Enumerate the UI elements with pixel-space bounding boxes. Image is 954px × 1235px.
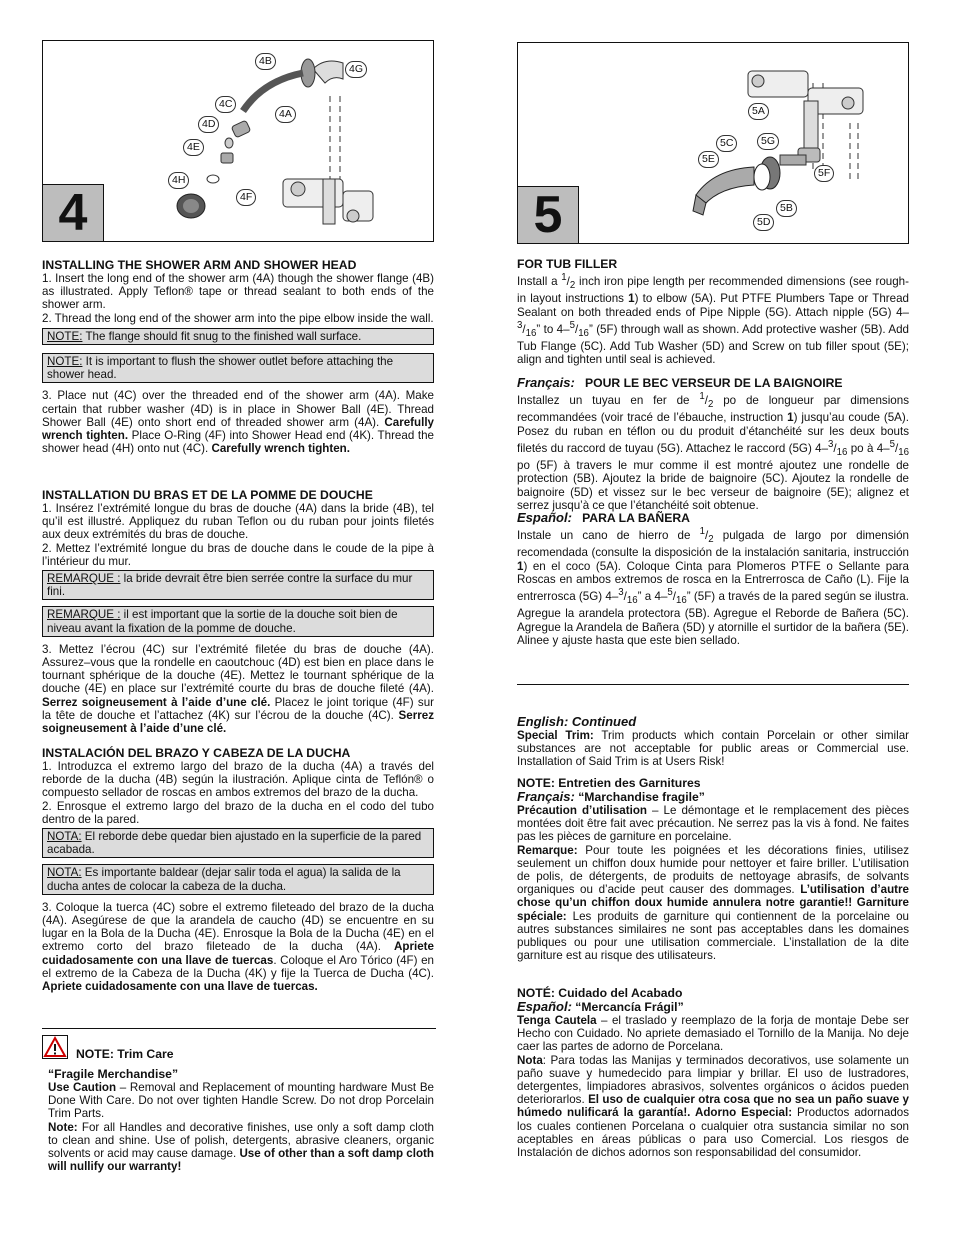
text-run: Install a (517, 274, 562, 288)
figure-5 (517, 42, 909, 244)
fraction-numerator: 3 (828, 438, 834, 450)
fraction-numerator: 1 (561, 272, 567, 283)
fraction-denominator: 16 (836, 446, 848, 458)
note-box (42, 570, 434, 600)
label-5e: 5E (698, 151, 719, 168)
text-run: po de longueur par dimensions recommandées (voir tracé de l’ébauche, instruction (517, 393, 910, 425)
bold-run: Special Trim: (517, 729, 594, 742)
section-heading: FOR TUB FILLER (517, 257, 618, 271)
note-text: The flange should fit snug to the finished wall surface. (82, 329, 362, 343)
text-run: : Para todas las Manijas y terminados decorativos, use solamente un paño suave y humedecido para limpiar y brillar. El uso de lustradores, detergentes, limpiadores abrasivos, solventes orgánicos o ácidos pueden deteriorarlos. (517, 1053, 909, 1107)
label-5b: 5B (776, 200, 797, 217)
fraction-denominator: 16 (525, 327, 537, 339)
language-label: Español: (517, 999, 572, 1014)
bold-run: Use of other than a soft damp cloth will nullify our warranty! (48, 1147, 435, 1174)
note-label: REMARQUE : (47, 572, 121, 586)
section-subheading (517, 1000, 909, 1014)
label-4h: 4H (168, 172, 189, 189)
note-box (42, 328, 434, 345)
heading-text: POUR LE BEC VERSEUR DE LA BAIGNOIRE (584, 376, 843, 390)
fraction-numerator: 3 (618, 586, 624, 598)
bold-run: Serrez soigneusement à l’aide d’une clé. (42, 708, 434, 736)
text-run: – el traslado y reemplazo de la forja de montaje Debe ser Hecho con Cuidado. No apriete demasiado el Tornillo de la Manija. No deje caer las partes de adorno de Porcelana. (517, 1014, 909, 1054)
section-heading: NOTE: Entretien des Garnitures (517, 776, 701, 790)
text-run: 3. Mettez l’écrou (4C) sur l’extrémité filetée du bras de douche (4A). Assurez–vous que la rondelle en caoutchouc (4D) est bien en place dans le tournant sphérique de la douche (4E). Mettez le tournant sphérique de la douche (4E) en place sur l’extrémité courte du bras de douche fileté (4A). (42, 642, 434, 696)
bold-run: Carefully wrench tighten. (211, 442, 350, 456)
warning-icon (42, 1035, 68, 1059)
bold-run: Carefully wrench tighten. (42, 415, 434, 443)
label-4b: 4B (255, 53, 276, 70)
bold-run: Apriete cuidadosamente con una llave de tuercas (42, 940, 434, 967)
section-heading (517, 511, 909, 525)
bold-run: Use Caution (48, 1081, 117, 1094)
bold-run: Note: (48, 1120, 78, 1134)
bold-run: L’utilisation d’autre chose qu’un chiffon doux humide annulera notre garantie!! Garniture spéciale: (517, 883, 909, 923)
label-5a: 5A (748, 103, 769, 120)
language-label: Français: (517, 789, 575, 804)
note-text: il est important que la sortie de la douche soit bien de niveau avant la fixation de la pomme de douche. (47, 608, 398, 635)
tub-filler-text: Instale un cano de hierro de $^1/_2$ pulgada de largo por dimensión recomendada (consulte la disposición de la instalación sanitaria, instrucción 1) en el coco (5A). Coloque Cinta para Plomeros PTFE o Sellante para Roscas en ambos extremos de rosca en la Entrerrosca de Caño (L). Fije la entrerrosca (5G) $4-^3/_{16}$” a $4-^5/_{16}$” (5F) a través de la pared según se ilustra. Agregue la arandela protectora (5B). Agregue el Reborde de Bañera (5C). Agregue la Arandela de Bañera (5D) y atornille el surtidor de la bañera (5E). Alinee y ajuste hasta que este bien sellado. (517, 526, 909, 647)
label-4g: 4G (345, 61, 367, 78)
bold-run: 1 (787, 411, 794, 425)
step-1-text: 1. Insérez l’extrémité longue du bras de douche (4A) dans la bride (4B), tel qu’il est illustré. Appliquez du ruban Teflon ou du ruban pour joints filetés aux deux extrémités du bras de douche. (42, 502, 434, 542)
text-run: Place O-Ring (4F) into Shower Head end (4K). Thread the shower head (4H) onto nut (4C). (42, 429, 434, 456)
text-run: Les produits de garniture qui contiennent de la porcelaine ou autres substances similaires ne sont pas acceptables dans les domaines publiques ou pour une utilisation commerciale. L’installation de la dite garniture est au risque des utilisateurs. (517, 909, 909, 963)
fraction-numerator: 1 (699, 391, 705, 402)
fraction-denominator: 2 (569, 280, 576, 292)
note-label: NOTA: (47, 830, 82, 844)
text-run: ) to elbow (5A). Put PTFE Plumbers Tape or Thread Sealant on both threaded ends of Pipe Nipple (5G). Attach nipple (5G) 4– (517, 292, 909, 319)
step-1-text: 1. Introduzca el extremo largo del brazo de la ducha (4A) a través del reborde de la ducha (4B) según la ilustración. Aplique cinta de Teflón® o compuesto sellador de roscas en ambos extremos del brazo de la ducha. (42, 760, 434, 800)
bold-run: 1 (628, 292, 635, 306)
text-run: ” (5F) through wall as shown. Add protective washer (5B). Add Tub Flange (5C). Add Tub Washer (5D) and Screw on tub filler spout (5E); align and tighten until seal is achieved. (517, 322, 909, 367)
english-tub-section (517, 257, 909, 367)
english-shower-section (42, 258, 434, 455)
spanish-tub-section (517, 511, 909, 647)
text-run: Placez le joint torique (4F) sur la tête de douche et l’attachez (4K) sur l’écrou de la douche (4C). (42, 695, 435, 722)
note-text: It is important to flush the shower outlet before attaching the shower head. (47, 355, 394, 382)
step-2-text: 2. Thread the long end of the shower arm into the pipe elbow inside the wall. (42, 311, 434, 325)
tub-filler-text: Install a $^1/_2$ inch iron pipe length per recommended dimensions (see rough-in layout instructions 1) to elbow (5A). Put PTFE Plumbers Tape or Thread Sealant on both threaded ends of Pipe Nipple (5G). Attach nipple (5G) $4-^3/_{16}$” to $4-^5/_{16}$” (5F) through wall as shown. Add protective washer (5B). Add Tub Flange (5C). Add Tub Washer (5D) and Screw on tub filler spout (5E); align and tighten until seal is achieved. (517, 272, 909, 367)
text-run: Instale un cano de hierro de (517, 528, 700, 542)
text-run: 3. Place nut (4C) over the threaded end of the shower arm (4A). Make certain that rubber washer (4D) is in place in Shower Ball (4E). Thread Shower Ball (4E) onto short end of threaded shower arm (4A). (42, 389, 434, 429)
fraction-denominator: 2 (708, 534, 714, 546)
fraction-numerator: 5 (667, 586, 673, 598)
special-trim-text (517, 729, 909, 769)
step-3-text (42, 901, 434, 993)
text-run: 3. Coloque la tuerca (4C) sobre el extremo fileteado del brazo de la ducha (4A). Asegúrese de que la arandela de caucho (4D) se encuentre en su lugar en la Bola de la Ducha (4E). Enrosque la Bola de la Ducha (4E) en el extremo corto del brazo fileteado de la ducha (4A). (42, 900, 434, 954)
english-continued-section (517, 715, 909, 769)
fraction-denominator: 16 (676, 595, 687, 607)
care-text (517, 1014, 909, 1159)
bold-run: Apriete cuidadosamente con una llave de tuercas. (42, 980, 318, 994)
figure-4 (42, 40, 434, 242)
note-label: REMARQUE : (47, 608, 121, 622)
text-run: For all Handles and decorative finishes, use only a soft damp cloth to clean and shine. Use of polish, detergents, abrasive cleaners, organic solvents or acid may cause damage. (48, 1120, 434, 1161)
fraction-numerator: 3 (517, 319, 523, 331)
text-run: Productos adornados los cuales contienen Porcelana o cualquier otra sustancia similar no son aceptables en áreas públicas o para uso Comercial. Los riesgos de Instalación de dichos adornos son responsabilidad del consumidor. (517, 1106, 910, 1160)
bold-run: Remarque: (517, 843, 578, 857)
tub-filler-text: Installez un tuyau en fer de $^1/_2$ po de longueur par dimensions recommandées (voir tracé de l’ébauche, instruction 1) jusqu’au coude (5A). Posez du ruban en téflon ou du produit d’étanchéité sur les deux bouts filetés du raccord de tuyau (5G). Attachez le raccord (5G) $4-^3/_{16}$ po à $4-^5/_{16}$ po (5F) à travers le mur comme il est montré ajoutez une rondelle de protection (5B). Ajoutez la bride de baignoire (5C). Ajoutez la rondelle de baignoire (5D) et vissez sur le bec verseur de baignoire (5E); alignez et serrez jusqu’à ce que l’étanchéité soit obtenue. (517, 391, 910, 512)
heading-text: PARA LA BAÑERA (582, 511, 690, 525)
french-shower-section (42, 488, 434, 735)
label-5d: 5D (753, 214, 774, 231)
section-heading: INSTALLATION DU BRAS ET DE LA POMME DE DOUCHE (42, 488, 373, 502)
fraction-denominator: 16 (578, 327, 589, 339)
fraction-denominator: 16 (898, 446, 909, 458)
fraction-numerator: 5 (569, 319, 575, 331)
bold-run: Précaution d’utilisation (517, 804, 648, 817)
text-run: po (5F) à travers le mur comme il est montré ajoutez une rondelle de protection (5B). Ajoutez la bride de baignoire (5C). Ajoutez la rondelle de baignoire (5D) et vissez sur le bec verseur de baignoire (5E); alignez et serrez jusqu’à ce que l’étanchéité soit obtenue. (517, 459, 909, 512)
trim-care-heading: NOTE: Trim Care (76, 1047, 174, 1061)
section-subheading (517, 790, 909, 804)
note-label: NOTE: (47, 355, 83, 369)
text-run: pulgada de largo por dimensión recomendada (consulte la disposición de la instalación sanitaria, instrucción (517, 528, 909, 560)
section-heading (517, 376, 909, 390)
note-box (42, 606, 434, 636)
section-divider (42, 1028, 436, 1029)
text-run: inch iron pipe length per recommended dimensions (see rough-in layout instructions (517, 274, 909, 306)
text-run: po à 4– (847, 441, 890, 455)
note-box (42, 828, 434, 858)
care-text (517, 804, 909, 962)
heading-text: “Mercancía Frágil” (571, 1000, 684, 1014)
section-heading: English: Continued (517, 714, 637, 729)
spanish-shower-section (42, 746, 434, 993)
fraction-numerator: 5 (889, 438, 896, 450)
trim-care-subheading: “Fragile Merchandise” (48, 1067, 179, 1081)
language-label: Français: (517, 375, 575, 390)
step-3-text (42, 643, 434, 735)
note-box (42, 864, 434, 894)
fraction-denominator: 2 (707, 399, 714, 411)
bold-run: Nota (517, 1053, 543, 1067)
text-run: – Removal and Replacement of mounting hardware Must Be Done With Care. Do not over tighten Handle Screw. Do not drop Porcelain Trim Parts. (48, 1081, 434, 1121)
fraction-numerator: 1 (699, 526, 705, 537)
text-run: Pour toute les poignées et les décorations finies, utilisez seulement un chiffon doux humide pour nettoyer et faire briller. L’utilisation de polis, de détergents, de produits de nettoyage abrasifs, de solvants organiques ou d’acide peut causer des dommages. (517, 843, 909, 897)
label-5c: 5C (716, 135, 737, 152)
text-run: ) en el coco (5A). Coloque Cinta para Plomeros PTFE o Sellante para Roscas en ambos extremos de rosca en la Entrerrosca de Caño (L). Fije la entrerrosca (5G) 4– (517, 559, 909, 603)
label-4f: 4F (236, 189, 256, 206)
note-text: Es importante baldear (dejar salir toda el agua) la salida de la ducha antes de colocar la cabeza de la ducha. (47, 866, 401, 893)
note-label: NOTA: (47, 866, 82, 880)
section-heading: INSTALACIÓN DEL BRAZO Y CABEZA DE LA DUCHA (42, 746, 351, 760)
note-label: NOTE: (47, 329, 83, 343)
step-1-text: 1. Insert the long end of the shower arm (4A) though the shower flange (4B) as illustrated. Apply Teflon® tape or thread sealant to both ends of the shower arm. (42, 272, 434, 312)
text-run: ) jusqu’au coude (5A). Posez du ruban en téflon ou du produit d’étanchéité sur les deux bouts filetés du raccord de tuyau (5G). Attachez le raccord (5G) 4– (517, 411, 909, 455)
label-4a: 4A (275, 106, 296, 123)
trim-care-text (48, 1081, 434, 1173)
step-number: 5 (518, 186, 579, 243)
bold-run: Serrez soigneusement à l’aide d’une clé. (42, 695, 271, 709)
note-text: El reborde debe quedar bien ajustado en la superficie de la pared acabada. (47, 830, 422, 857)
section-heading: NOTÉ: Cuidado del Acabado (517, 986, 683, 1000)
section-divider (517, 684, 909, 685)
text-run: – Le démontage et le remplacement des pièces montées doit être fait avec précaution. Ne serrez pas la vis à fond. Ne faites pas les pièces de garniture en porcelaine. (517, 804, 909, 844)
step-2-text: 2. Mettez l’extrémité longue du bras de douche dans le coude de la pipe à l’intérieur du mur. (42, 541, 434, 568)
label-4d: 4D (198, 116, 219, 133)
text-run: ” a 4– (637, 589, 668, 603)
fraction-denominator: 16 (626, 595, 638, 607)
french-care-section (517, 776, 909, 962)
spanish-care-section (517, 986, 909, 1159)
text-run: ” (5F) a través de la pared según se ilustra. Agregue la arandela protectora (5B). Agregue el Reborde de Bañera (5C). Agregue la Arandela de Bañera (5D) y atornille el surtidor de la bañera (5E). Alinee y ajuste hasta que este bien sellado. (517, 589, 909, 647)
note-box (42, 353, 434, 383)
text-run: . Coloque el Aro Tórico (4F) en el extremo de la Cabeza de la Ducha (4K) y fije la Tuerca de Ducha (4C). (42, 953, 434, 980)
text-run: Installez un tuyau en fer de (517, 393, 700, 407)
text-run: ” to 4– (536, 322, 570, 336)
step-number: 4 (43, 184, 104, 241)
heading-text: “Marchandise fragile” (574, 790, 705, 804)
label-5g: 5G (757, 133, 779, 150)
label-4e: 4E (183, 139, 204, 156)
note-text: la bride devrait être bien serrée contre la surface du mur fini. (47, 572, 413, 599)
section-heading: INSTALLING THE SHOWER ARM AND SHOWER HEAD (42, 258, 357, 272)
step-2-text: 2. Enrosque el extremo largo del brazo de la ducha en el codo del tubo dentro de la pared. (42, 799, 434, 826)
bold-run: El uso de cualquier otra cosa que no sea un paño suave y húmedo nulificará la garantía!. Adorno Especial: (517, 1093, 910, 1120)
label-5f: 5F (814, 165, 834, 182)
bold-run: 1 (517, 559, 524, 573)
step-3-text (42, 389, 434, 455)
label-4c: 4C (215, 96, 236, 113)
language-label: Español: (517, 510, 572, 525)
french-tub-section (517, 376, 909, 512)
bold-run: Tenga Cautela (517, 1014, 597, 1027)
text-run: Trim products which contain Porcelain or other similar substances are not acceptable for public areas or Commercial use. Installation of Said Trim is at Users Risk! (517, 729, 909, 769)
